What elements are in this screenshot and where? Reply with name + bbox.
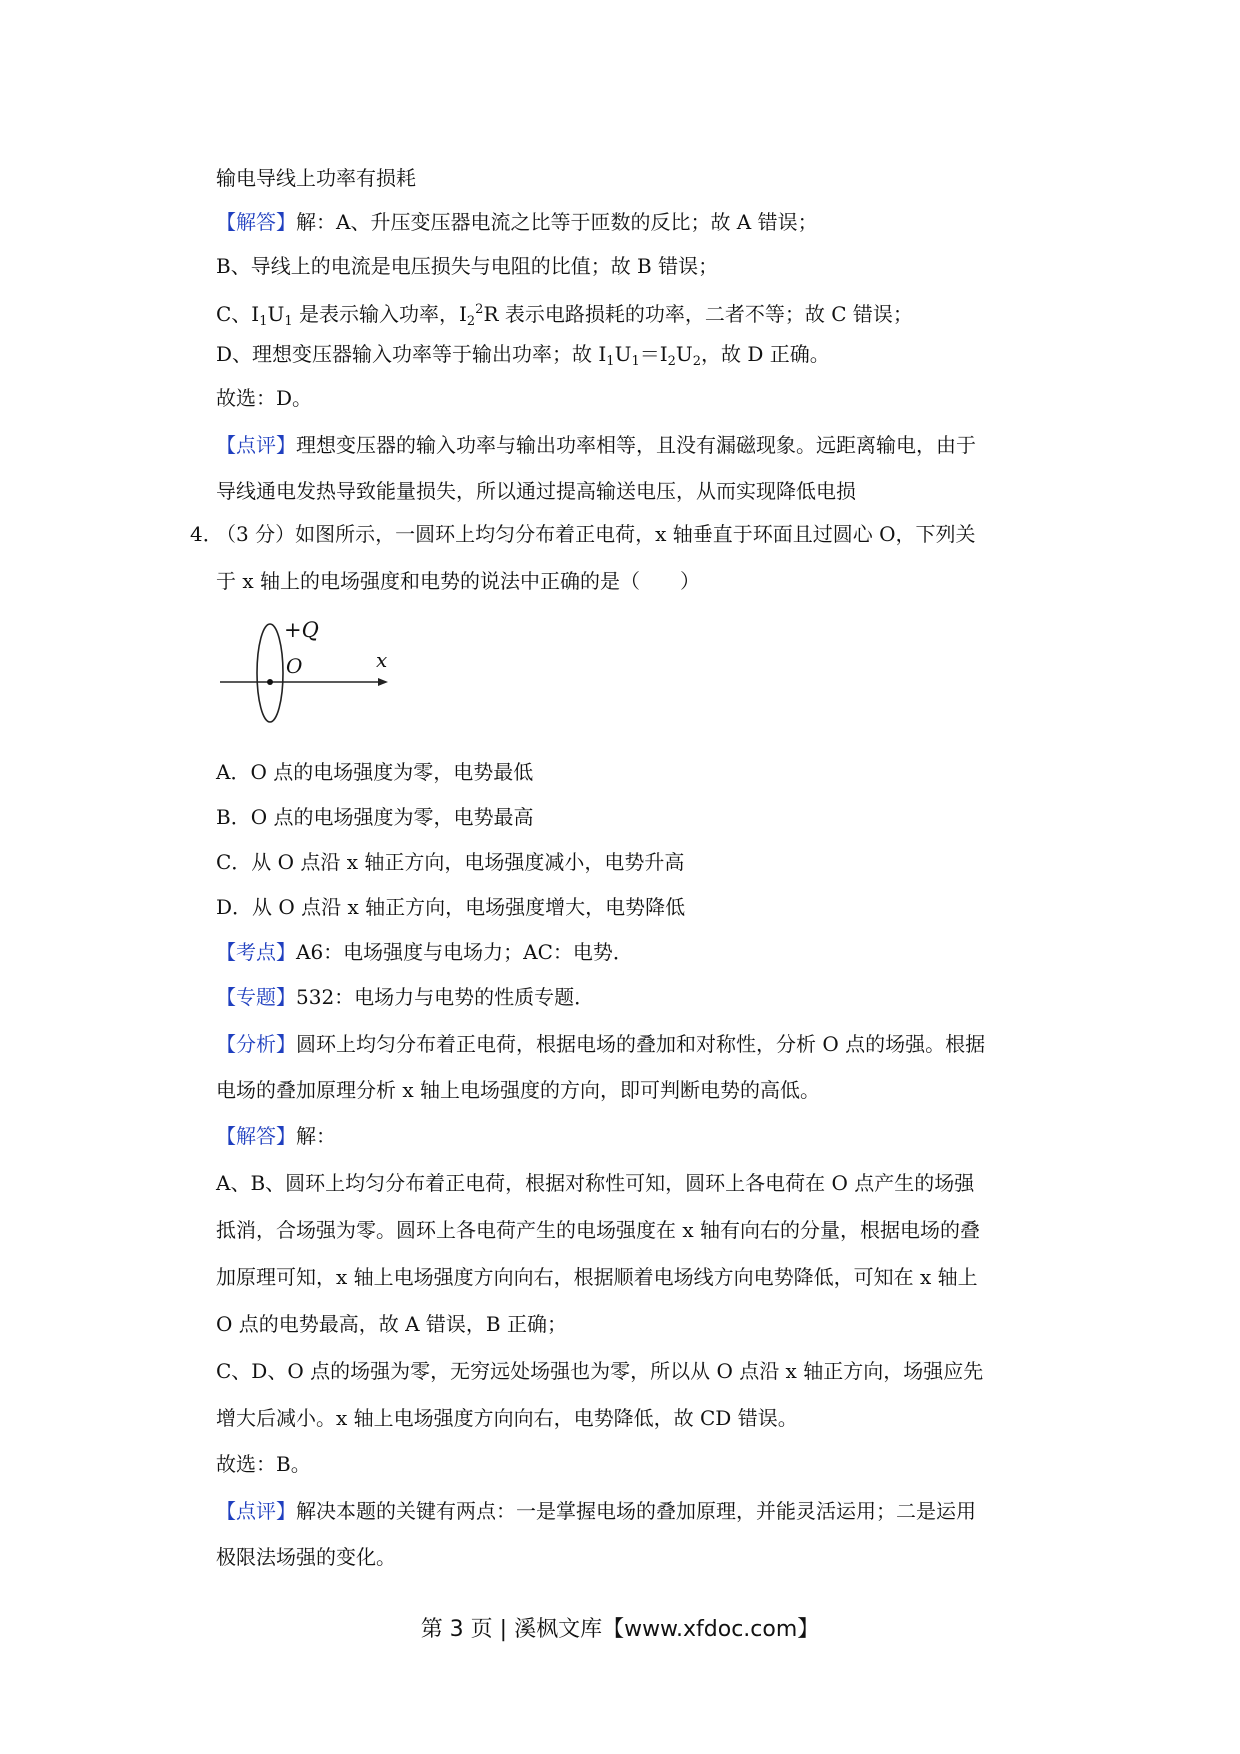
center-point	[267, 679, 273, 685]
question-stem-2: 于 x 轴上的电场强度和电势的说法中正确的是（ ）	[216, 569, 700, 593]
dianping-tag: 【点评】	[216, 1499, 296, 1523]
kaodian-tag: 【考点】	[216, 940, 296, 964]
center-label: O	[286, 654, 303, 678]
jieda-line: 【解答】解：	[216, 1124, 336, 1148]
zhuanti-tag: 【专题】	[216, 985, 296, 1009]
jieda-line-6: 增大后减小。x 轴上电场强度方向向右，电势降低，故 CD 错误。	[216, 1406, 798, 1430]
jieda-line-3: 加原理可知，x 轴上电场强度方向向右，根据顺着电场线方向电势降低，可知在 x 轴上	[216, 1265, 978, 1289]
prev-choose: 故选：D。	[216, 386, 313, 410]
choose-line: 故选：B。	[216, 1452, 311, 1476]
ring-figure	[216, 615, 396, 735]
jieda-line-5: C、D、O 点的场强为零，无穷远处场强也为零，所以从 O 点沿 x 轴正方向，场强应先	[216, 1359, 984, 1383]
answer-tag: 【解答】	[216, 210, 296, 234]
question-stem: （3 分）如图所示，一圆环上均匀分布着正电荷，x 轴垂直于环面且过圆心 O，下列关	[216, 522, 976, 546]
axis-label: x	[376, 648, 388, 672]
prev-comment-line-2: 导线通电发热导致能量损失，所以通过提高输送电压，从而实现降低电损	[216, 479, 856, 503]
jieda-line-2: 抵消，合场强为零。圆环上各电荷产生的电场强度在 x 轴有向右的分量，根据电场的叠	[216, 1218, 980, 1242]
fenxi-line: 【分析】圆环上均匀分布着正电荷，根据电场的叠加和对称性，分析 O 点的场强。根据	[216, 1032, 986, 1056]
kaodian-line: 【考点】A6：电场强度与电场力；AC：电势．	[216, 940, 633, 964]
option-b: B．O 点的电场强度为零，电势最高	[216, 805, 534, 829]
prev-answer-c: C、$I_1U_1$ 是表示输入功率，$I_2^2R$ 表示电路损耗的功率，二者不等；故 C 错误；	[216, 302, 913, 329]
prev-answer-d: D、理想变压器输入功率等于输出功率；故 $I_1U_1=I_2U_2$，故 D 正确。	[216, 342, 830, 369]
jieda-line-4: O 点的电势最高，故 A 错误，B 正确；	[216, 1312, 567, 1336]
x-axis-arrow-icon	[378, 678, 388, 686]
dianping-line: 【点评】解决本题的关键有两点：一是掌握电场的叠加原理，并能灵活运用；二是运用	[216, 1499, 976, 1523]
option-c: C．从 O 点沿 x 轴正方向，电场强度减小，电势升高	[216, 850, 685, 874]
option-a: A．O 点的电场强度为零，电势最低	[216, 760, 534, 784]
jieda-tag: 【解答】	[216, 1124, 296, 1148]
page-footer: 第 3 页 | 溪枫文库【www.xfdoc.com】	[420, 1617, 820, 1642]
charge-label: +Q	[284, 618, 319, 642]
prev-answer-line: 【解答】解：A、升压变压器电流之比等于匝数的反比；故 A 错误；	[216, 210, 818, 234]
ring-shape	[257, 624, 283, 722]
question-number: 4．	[190, 522, 223, 546]
jieda-line-1: A、B、圆环上均匀分布着正电荷，根据对称性可知，圆环上各电荷在 O 点产生的场强	[216, 1171, 975, 1195]
fenxi-line-2: 电场的叠加原理分析 x 轴上电场强度的方向，即可判断电势的高低。	[216, 1078, 820, 1102]
comment-tag: 【点评】	[216, 433, 296, 457]
prev-answer-b: B、导线上的电流是电压损失与电阻的比值；故 B 错误；	[216, 254, 719, 278]
fenxi-tag: 【分析】	[216, 1032, 296, 1056]
dianping-line-2: 极限法场强的变化。	[216, 1545, 396, 1569]
prev-text-line: 输电导线上功率有损耗	[216, 166, 416, 190]
zhuanti-line: 【专题】532：电场力与电势的性质专题．	[216, 985, 595, 1009]
prev-comment-line: 【点评】理想变压器的输入功率与输出功率相等，且没有漏磁现象。远距离输电，由于	[216, 433, 976, 457]
option-d: D．从 O 点沿 x 轴正方向，电场强度增大，电势降低	[216, 895, 686, 919]
